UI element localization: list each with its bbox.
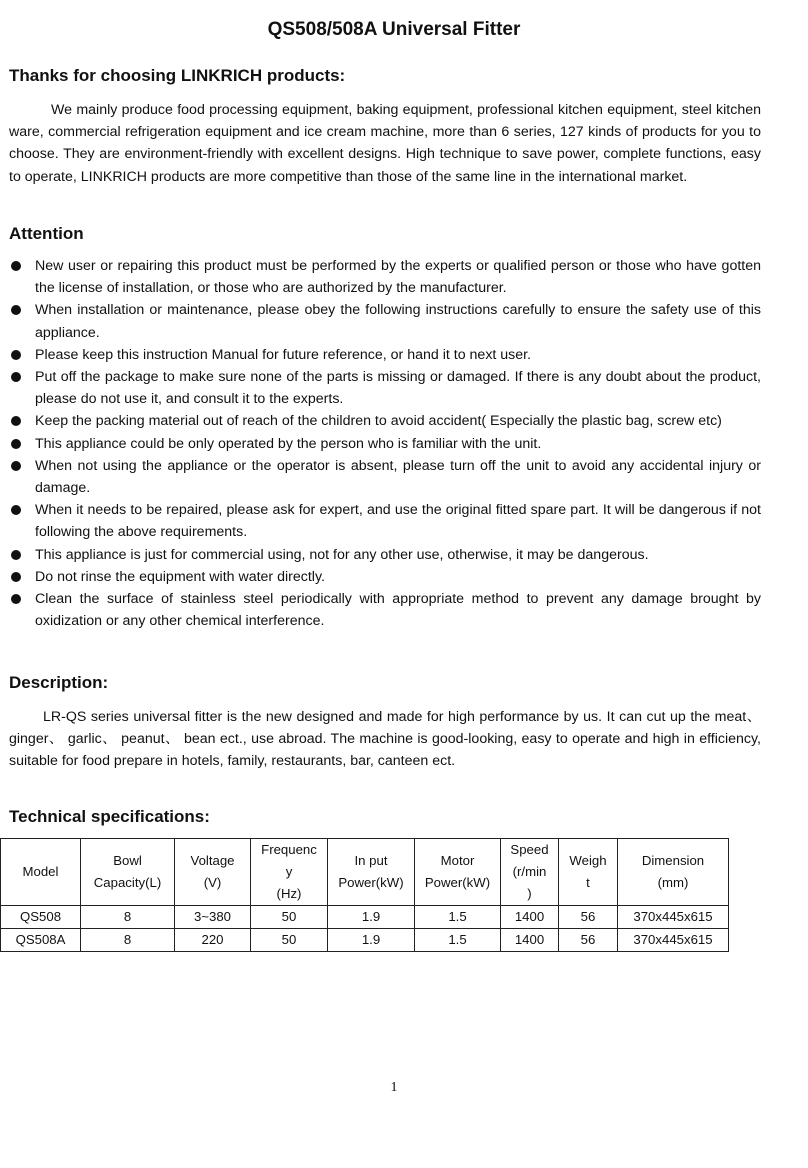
specs-header-line: (Hz) xyxy=(276,886,302,901)
specs-body xyxy=(1,906,729,952)
table-cell: 50 xyxy=(251,929,328,952)
thanks-heading: Thanks for choosing LINKRICH products: xyxy=(9,66,346,85)
table-cell: 1.9 xyxy=(328,906,415,929)
description-paragraph: LR-QS series universal fitter is the new designed and made for high performance by us. It can cut up the meat、 ginger、 garlic、 peanut、 bean ect., use abroad. The machine is good-looking, easy to operate and high in efficiency, suitable for food prepare in hotels, family, restaurants, bar, canteen ect. xyxy=(9,709,761,770)
table-cell: QS508 xyxy=(1,906,81,929)
attention-item-text: When it needs to be repaired, please ask for expert, and use the original fitted spare part. It will be dangerous if not following the above requirements. xyxy=(35,502,761,541)
specs-header-cell xyxy=(81,839,175,906)
attention-list xyxy=(9,255,761,632)
attention-item xyxy=(9,366,761,410)
table-cell: 56 xyxy=(559,929,618,952)
table-cell: 56 xyxy=(559,906,618,929)
table-cell: 1.5 xyxy=(415,929,501,952)
table-row xyxy=(1,906,729,929)
specs-header-cell xyxy=(328,839,415,906)
description-heading: Description: xyxy=(9,673,109,692)
specs-header-line: t xyxy=(586,875,590,890)
specs-header-line: Voltage xyxy=(190,853,235,868)
specs-heading: Technical specifications: xyxy=(9,807,210,826)
specs-header-line: Dimension xyxy=(641,853,705,868)
bullet-dot-icon xyxy=(11,261,21,271)
specs-header-cell xyxy=(559,839,618,906)
bullet-dot-icon xyxy=(11,461,21,471)
specs-header-line: Bowl xyxy=(113,853,142,868)
specs-header-cell xyxy=(618,839,729,906)
specs-header-line: Model xyxy=(22,864,59,879)
table-cell: 370x445x615 xyxy=(618,929,729,952)
attention-item-text: Please keep this instruction Manual for future reference, or hand it to next user. xyxy=(35,346,532,363)
bullet-dot-icon xyxy=(11,416,21,426)
attention-heading: Attention xyxy=(9,224,84,243)
attention-item-text: This appliance is just for commercial using, not for any other use, otherwise, it may be dangerous. xyxy=(35,546,649,563)
specs-header-line: Weigh xyxy=(569,853,607,868)
attention-item-text: Put off the package to make sure none of the parts is missing or damaged. If there is any doubt about the product, please do not use it, and consult it to the experts. xyxy=(35,369,761,408)
attention-item xyxy=(9,344,761,366)
specs-header-line: In put xyxy=(354,853,388,868)
table-cell: 1.9 xyxy=(328,929,415,952)
specs-header-line: Capacity(L) xyxy=(93,875,162,890)
specs-header-cell xyxy=(251,839,328,906)
table-cell: 370x445x615 xyxy=(618,906,729,929)
thanks-paragraph: We mainly produce food processing equipment, baking equipment, professional kitchen equipment, steel kitchen ware, commercial refrigeration equipment and ice cream machine, more than 6 series, 127 kinds of products for you to choose. They are environment-friendly with excellent designs. High technique to save power, complete functions, easy to operate, LINKRICH products are more competitive than those of the same line in the international market. xyxy=(9,102,761,185)
bullet-dot-icon xyxy=(11,505,21,515)
specs-header-cell xyxy=(501,839,559,906)
specs-header-line: Power(kW) xyxy=(424,875,491,890)
table-cell: QS508A xyxy=(1,929,81,952)
specs-header-cell xyxy=(415,839,501,906)
attention-item xyxy=(9,410,761,432)
attention-item-text: Clean the surface of stainless steel periodically with appropriate method to prevent any damage brought by oxidization or any other chemical interference. xyxy=(35,591,761,630)
bullet-dot-icon xyxy=(11,305,21,315)
specs-header-line: (V) xyxy=(203,875,222,890)
attention-item xyxy=(9,299,761,343)
bullet-dot-icon xyxy=(11,350,21,360)
specs-header-line: y xyxy=(285,864,293,879)
specs-header-row xyxy=(1,839,729,906)
table-cell: 50 xyxy=(251,906,328,929)
attention-item-text: When not using the appliance or the operator is absent, please turn off the unit to avoid any accidental injury or damage. xyxy=(35,457,761,497)
attention-item xyxy=(9,499,761,543)
attention-item-text: This appliance could be only operated by the person who is familiar with the unit. xyxy=(35,435,542,452)
specs-header-line: Power(kW) xyxy=(338,875,404,890)
attention-item xyxy=(9,433,761,455)
attention-item-text: When installation or maintenance, please obey the following instructions carefully to ensure the safety use of this appliance. xyxy=(35,302,761,341)
table-cell: 8 xyxy=(81,906,175,929)
specs-header-line: (r/min xyxy=(512,864,547,879)
table-cell: 220 xyxy=(175,929,251,952)
attention-item-text: New user or repairing this product must be performed by the experts or qualified person or those who have gotten the license of installation, or those who are authorized by the manufacturer. xyxy=(35,258,761,297)
bullet-dot-icon xyxy=(11,594,21,604)
table-row xyxy=(1,929,729,952)
specs-header-line: Speed xyxy=(510,842,549,857)
bullet-dot-icon xyxy=(11,572,21,582)
bullet-dot-icon xyxy=(11,372,21,382)
attention-item-text: Keep the packing material out of reach of the children to avoid accident( Especially the plastic bag, screw etc) xyxy=(35,413,722,430)
document-title: QS508/508A Universal Fitter xyxy=(267,19,521,40)
bullet-dot-icon xyxy=(11,550,21,560)
specs-header-line: (mm) xyxy=(657,875,689,890)
specs-header-line: Motor xyxy=(440,853,475,868)
specs-header-line: Frequenc xyxy=(261,842,317,857)
specs-header-cell xyxy=(1,839,81,906)
attention-item xyxy=(9,455,761,499)
bullet-dot-icon xyxy=(11,439,21,449)
attention-item xyxy=(9,566,761,588)
table-cell: 3~380 xyxy=(175,906,251,929)
specs-table xyxy=(0,838,729,952)
attention-item xyxy=(9,588,761,632)
table-cell: 1400 xyxy=(501,929,559,952)
page-number: 1 xyxy=(390,1080,398,1095)
attention-item xyxy=(9,544,761,566)
specs-header-line: ) xyxy=(527,886,532,901)
specs-header-cell xyxy=(175,839,251,906)
attention-item-text: Do not rinse the equipment with water directly. xyxy=(35,568,325,585)
table-cell: 8 xyxy=(81,929,175,952)
table-cell: 1400 xyxy=(501,906,559,929)
attention-item xyxy=(9,255,761,299)
table-cell: 1.5 xyxy=(415,906,501,929)
